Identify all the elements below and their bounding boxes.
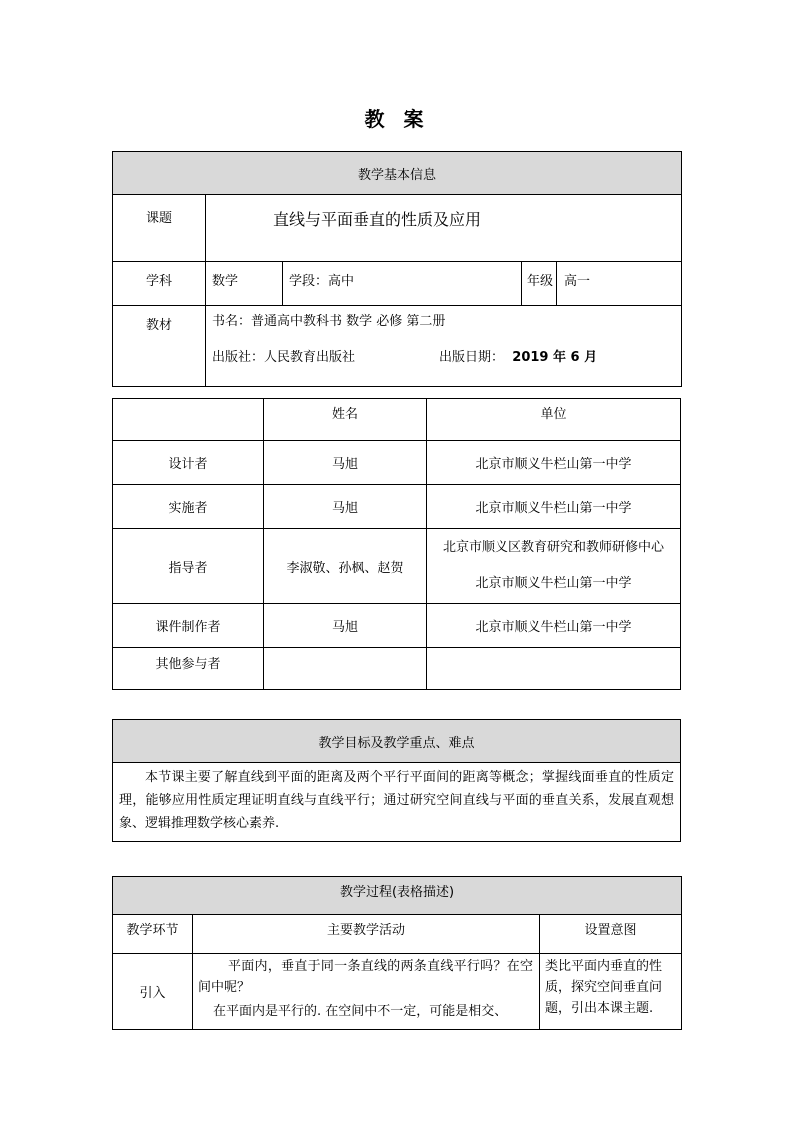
staff-unit: 北京市顺义牛栏山第一中学	[427, 441, 681, 485]
staff-role: 其他参与者	[113, 648, 264, 690]
staff-unit	[427, 648, 681, 690]
staff-unit-line: 北京市顺义牛栏山第一中学	[475, 576, 632, 591]
activity-paragraph: 平面内，垂直于同一条直线的两条直线平行吗？在空间中呢？	[198, 959, 533, 995]
goals-header: 教学目标及教学重点、难点	[113, 720, 681, 763]
process-stage: 引入	[113, 954, 193, 1030]
staff-unit-line: 北京市顺义区教育研究和教师研修中心	[442, 540, 664, 555]
subject-value: 数学	[206, 262, 283, 306]
textbook-label: 教材	[113, 306, 206, 387]
document-title: 教 案	[364, 107, 430, 131]
process-table	[112, 876, 682, 1030]
topic-value: 直线与平面垂直的性质及应用	[206, 195, 682, 262]
col-name-header: 姓名	[264, 399, 427, 441]
activity-paragraph: 在平面内是平行的. 在空间中不一定，可能是相交、	[213, 1004, 508, 1019]
staff-name: 马旭	[264, 485, 427, 529]
col-stage-header: 教学环节	[113, 915, 193, 954]
publisher: 出版社：人民教育出版社	[212, 350, 356, 365]
staff-unit: 北京市顺义牛栏山第一中学	[427, 485, 681, 529]
pub-date: 2019 年 6 月	[512, 350, 598, 365]
staff-role: 设计者	[113, 441, 264, 485]
topic-label: 课题	[113, 195, 206, 262]
staff-unit: 北京市顺义牛栏山第一中学	[427, 604, 681, 648]
process-activity	[193, 954, 540, 1030]
staff-name	[264, 648, 427, 690]
grade-value: 高一	[557, 262, 682, 306]
goals-table	[112, 719, 681, 842]
pub-date-label: 出版日期：	[439, 350, 505, 365]
basic-info-header: 教学基本信息	[113, 152, 682, 195]
staff-name: 李淑敬、孙枫、赵贺	[264, 529, 427, 604]
grade-label: 年级	[522, 262, 557, 306]
col-activity-header: 主要教学活动	[193, 915, 540, 954]
subject-label: 学科	[113, 262, 206, 306]
staff-name: 马旭	[264, 441, 427, 485]
textbook-info	[206, 306, 682, 387]
basic-info-table	[112, 151, 682, 387]
publisher-line	[212, 349, 681, 367]
staff-corner	[113, 399, 264, 441]
staff-name: 马旭	[264, 604, 427, 648]
col-intent-header: 设置意图	[540, 915, 682, 954]
staff-table	[112, 398, 681, 690]
staff-role: 实施者	[113, 485, 264, 529]
staff-unit	[427, 529, 681, 604]
col-unit-header: 单位	[427, 399, 681, 441]
stage-value: 学段：高中	[283, 262, 522, 306]
goals-text: 本节课主要了解直线到平面的距离及两个平行平面间的距离等概念；掌握线面垂直的性质定理，能够应用性质定理证明直线与直线平行；通过研究空间直线与平面的垂直关系，发展直观想象、逻辑推理数学核心素养.	[113, 763, 681, 842]
staff-role: 指导者	[113, 529, 264, 604]
process-intent: 类比平面内垂直的性质，探究空间垂直问题，引出本课主题.	[540, 954, 682, 1030]
book-name: 书名：普通高中教科书 数学 必修 第二册	[212, 314, 446, 329]
staff-role: 课件制作者	[113, 604, 264, 648]
process-header: 教学过程(表格描述)	[113, 877, 682, 915]
